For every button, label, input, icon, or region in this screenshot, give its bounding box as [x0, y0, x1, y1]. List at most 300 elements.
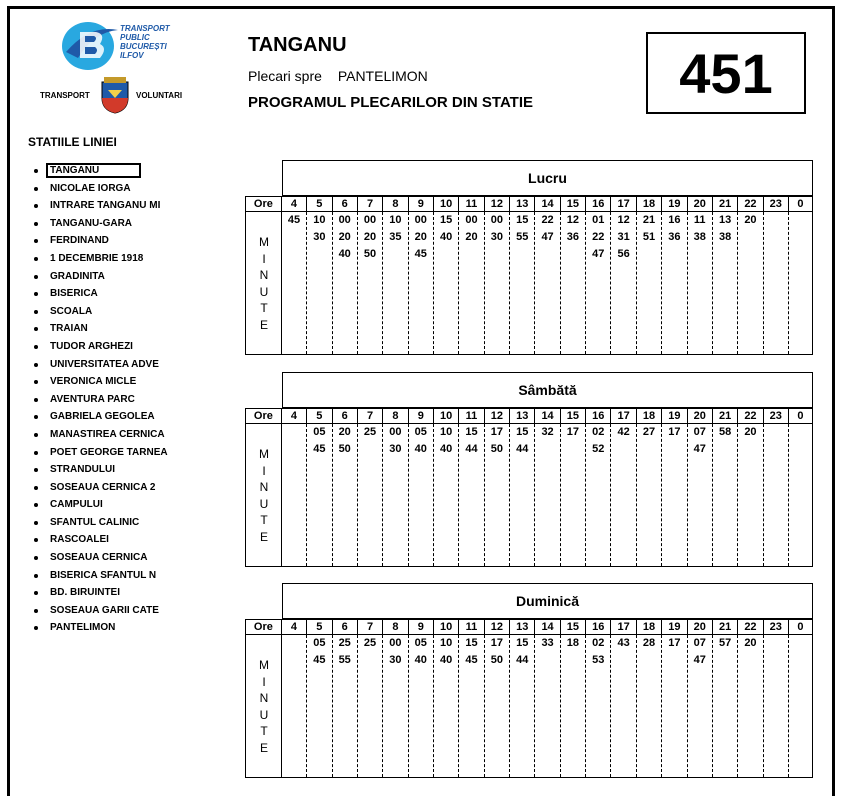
station-name: UNIVERSITATEA ADVE — [50, 358, 159, 370]
station-item — [34, 356, 168, 374]
hour-cell: 8 — [383, 620, 408, 634]
hour-cell: 23 — [764, 409, 789, 423]
minutes-col — [510, 635, 535, 777]
station-item — [34, 180, 168, 198]
minutes-label-letter: I — [262, 463, 266, 478]
departure-minute: 05 — [414, 426, 427, 438]
departure-minute: 22 — [592, 231, 605, 243]
departure-minute: 17 — [490, 637, 503, 649]
hour-cell: 5 — [307, 409, 332, 423]
minutes-area — [245, 212, 813, 355]
hour-cell: 7 — [358, 620, 383, 634]
minutes-col — [688, 212, 713, 354]
stop-title: TANGANU — [248, 34, 347, 56]
departure-minute: 20 — [338, 426, 351, 438]
departure-minute: 27 — [642, 426, 656, 438]
departure-minute: 53 — [592, 654, 605, 666]
station-item — [34, 426, 168, 444]
station-item — [34, 602, 168, 620]
station-name: TUDOR ARGHEZI — [50, 340, 133, 352]
station-name: VERONICA MICLE — [50, 376, 137, 388]
minutes-label-letter: N — [259, 691, 269, 705]
hour-cell: 5 — [307, 197, 332, 211]
departure-minute: 44 — [465, 443, 478, 455]
departure-minute: 07 — [693, 637, 706, 649]
station-item — [34, 197, 168, 215]
station-name: BISERICA — [50, 288, 98, 300]
station-name: SOSEAUA CERNICA — [50, 552, 148, 564]
departure-minute: 52 — [592, 443, 605, 455]
departure-minute: 20 — [338, 231, 351, 243]
minutes-area — [245, 635, 813, 778]
minutes-col — [409, 424, 434, 566]
departure-minute: 15 — [516, 214, 529, 226]
minutes-col — [383, 212, 408, 354]
minutes-col — [333, 635, 358, 777]
station-name: TANGANU — [46, 163, 141, 178]
station-name: BD. BIRUINTEI — [50, 587, 120, 599]
hour-cell: 18 — [637, 409, 662, 423]
station-name: BISERICA SFANTUL N — [50, 569, 157, 581]
hour-cell: 13 — [510, 197, 535, 211]
minutes-area — [245, 424, 813, 567]
departure-minute: 00 — [363, 214, 377, 226]
minutes-col — [561, 424, 586, 566]
departure-minute: 20 — [363, 231, 377, 243]
hours-label: Ore — [246, 197, 282, 211]
station-name: SFANTUL CALINIC — [50, 516, 140, 528]
station-name: 1 DECEMBRIE 1918 — [50, 252, 144, 264]
departure-minute: 17 — [566, 426, 580, 438]
stations-heading: STATIILE LINIEI — [28, 135, 117, 149]
hour-cell: 15 — [561, 620, 586, 634]
station-name: INTRARE TANGANU MI — [50, 200, 161, 212]
station-name: SOSEAUA GARII CATE — [50, 604, 159, 616]
hour-cell: 7 — [358, 197, 383, 211]
departure-minute: 50 — [338, 443, 351, 455]
minutes-col — [586, 635, 611, 777]
departure-minute: 40 — [338, 248, 351, 260]
station-item — [34, 479, 168, 497]
minutes-label-letter: U — [259, 707, 269, 722]
departure-minute: 16 — [668, 214, 681, 226]
departure-minute: 55 — [338, 654, 351, 666]
station-item — [34, 408, 168, 426]
hour-cell: 4 — [282, 409, 307, 423]
program-title: PROGRAMUL PLECARILOR DIN STATIE — [248, 94, 533, 111]
departure-minute: 58 — [718, 426, 732, 438]
departure-minute: 51 — [642, 231, 656, 243]
minutes-col — [662, 424, 687, 566]
minutes-col — [409, 212, 434, 354]
departure-minute: 00 — [414, 214, 427, 226]
departure-minute: 00 — [389, 426, 402, 438]
departure-minute: 25 — [338, 637, 351, 649]
departure-minute: 00 — [465, 214, 478, 226]
minutes-col — [333, 212, 358, 354]
minutes-col — [764, 212, 789, 354]
minutes-col — [561, 635, 586, 777]
minutes-col — [459, 212, 484, 354]
minutes-col — [713, 212, 738, 354]
minutes-col — [510, 424, 535, 566]
minutes-col — [586, 424, 611, 566]
hour-cell: 20 — [688, 620, 713, 634]
departure-minute: 30 — [313, 231, 326, 243]
departure-minute: 30 — [389, 443, 402, 455]
station-item — [34, 215, 168, 233]
hour-cell: 0 — [797, 410, 804, 422]
hours-label: Ore — [246, 620, 282, 634]
hour-cell: 15 — [561, 409, 586, 423]
departure-minute: 05 — [414, 637, 427, 649]
departure-minute: 40 — [440, 654, 453, 666]
hour-cell: 8 — [383, 197, 408, 211]
departure-minute: 00 — [389, 637, 402, 649]
station-name: MANASTIREA CERNICA — [50, 428, 165, 440]
departure-minute: 31 — [617, 231, 630, 243]
minutes-col — [789, 424, 812, 566]
station-item — [34, 338, 168, 356]
minutes-col — [535, 635, 560, 777]
departure-minute: 43 — [617, 637, 630, 649]
minutes-label-letter: M — [259, 235, 269, 249]
voluntari-crest-icon — [100, 76, 130, 114]
hour-cell: 9 — [409, 409, 434, 423]
departure-minute: 55 — [516, 231, 529, 243]
hour-cell: 21 — [713, 620, 738, 634]
hour-cell: 14 — [535, 197, 560, 211]
departure-minute: 47 — [541, 231, 554, 243]
station-name: SCOALA — [50, 305, 93, 317]
station-item — [34, 250, 168, 268]
direction-label: Plecari spre — [248, 68, 322, 84]
minutes-col — [688, 635, 713, 777]
schedule-title: Lucru — [282, 160, 813, 196]
minutes-col — [611, 635, 636, 777]
departure-minute: 07 — [693, 426, 706, 438]
minutes-col — [738, 635, 763, 777]
minutes-label-letter: T — [260, 301, 268, 315]
minutes-label-letter: T — [260, 724, 268, 738]
departure-minute: 45 — [465, 654, 478, 666]
station-name: GRADINITA — [50, 270, 105, 282]
departure-minute: 12 — [566, 214, 580, 226]
departure-minute: 25 — [363, 426, 377, 438]
minutes-col — [764, 635, 789, 777]
minutes-col — [485, 635, 510, 777]
station-item — [34, 531, 168, 549]
hour-cell: 17 — [611, 197, 636, 211]
minutes-col — [662, 212, 687, 354]
station-name: PANTELIMON — [50, 622, 116, 634]
minutes-col — [383, 424, 408, 566]
departure-minute: 17 — [668, 426, 681, 438]
minutes-col — [789, 635, 812, 777]
departure-minute: 33 — [541, 637, 554, 649]
minutes-col — [637, 424, 662, 566]
hour-cell: 4 — [282, 620, 307, 634]
minutes-col — [713, 424, 738, 566]
minutes-col — [485, 424, 510, 566]
logo-line: PUBLIC — [120, 33, 150, 42]
minutes-col — [333, 424, 358, 566]
hour-cell: 5 — [307, 620, 332, 634]
departure-minute: 56 — [617, 248, 630, 260]
direction-line — [248, 68, 428, 84]
departure-minute: 42 — [617, 426, 630, 438]
hour-cell: 14 — [535, 409, 560, 423]
hour-cell: 4 — [282, 197, 307, 211]
schedule-title: Duminică — [282, 583, 813, 619]
minutes-col — [764, 424, 789, 566]
minutes-col — [409, 635, 434, 777]
hour-cell: 22 — [738, 620, 763, 634]
minutes-col — [282, 424, 307, 566]
minutes-label-col — [246, 212, 282, 354]
voluntari-label: VOLUNTARI — [136, 91, 183, 100]
minutes-col — [383, 635, 408, 777]
departure-minute: 30 — [490, 231, 503, 243]
station-item — [34, 391, 168, 409]
station-name: GABRIELA GEGOLEA — [50, 411, 155, 423]
minutes-col — [611, 424, 636, 566]
station-item — [34, 162, 168, 180]
minutes-col — [738, 424, 763, 566]
minutes-label-letter: N — [259, 268, 269, 282]
departure-minute: 47 — [693, 443, 706, 455]
minutes-label-letter: M — [259, 658, 269, 672]
departure-minute: 10 — [313, 214, 326, 226]
departure-minute: 22 — [541, 214, 554, 226]
station-item — [34, 619, 168, 637]
minutes-col — [637, 212, 662, 354]
station-item — [34, 461, 168, 479]
minutes-col — [485, 212, 510, 354]
departure-minute: 30 — [389, 654, 402, 666]
minutes-label-letter: N — [259, 480, 269, 494]
station-item — [34, 549, 168, 567]
minutes-label-letter: E — [259, 529, 268, 544]
departure-minute: 13 — [718, 214, 732, 226]
minutes-label-col — [246, 424, 282, 566]
departure-minute: 47 — [693, 654, 706, 666]
minutes-label-letter: U — [259, 284, 269, 299]
departure-minute: 40 — [440, 231, 453, 243]
departure-minute: 35 — [389, 231, 402, 243]
departure-minute: 15 — [440, 214, 453, 226]
hours-row — [245, 619, 813, 635]
departure-minute: 15 — [465, 426, 478, 438]
logo-line: TRANSPORT — [120, 24, 170, 33]
hours-row — [245, 196, 813, 212]
departure-minute: 20 — [414, 231, 427, 243]
departure-minute: 36 — [566, 231, 580, 243]
hour-cell: 11 — [459, 620, 484, 634]
departure-minute: 17 — [668, 637, 681, 649]
departure-minute: 20 — [744, 214, 757, 226]
departure-minute: 00 — [338, 214, 351, 226]
minutes-col — [282, 635, 307, 777]
departure-minute: 17 — [490, 426, 503, 438]
station-list — [34, 162, 168, 637]
hour-cell: 21 — [713, 197, 738, 211]
departure-minute: 02 — [592, 637, 605, 649]
hour-cell: 11 — [459, 197, 484, 211]
logo-text — [120, 24, 190, 60]
schedule-title: Sâmbătă — [282, 372, 813, 408]
departure-minute: 40 — [414, 654, 427, 666]
minutes-label-letter: U — [259, 496, 269, 511]
minutes-col — [459, 424, 484, 566]
departure-minute: 12 — [617, 214, 630, 226]
hour-cell: 0 — [797, 198, 804, 210]
departure-minute: 25 — [363, 637, 377, 649]
station-item — [34, 320, 168, 338]
hour-cell: 22 — [738, 197, 763, 211]
minutes-col — [510, 212, 535, 354]
departure-minute: 50 — [363, 248, 377, 260]
departure-minute: 18 — [566, 637, 580, 649]
minutes-label-letter: M — [259, 447, 269, 461]
departure-minute: 45 — [313, 654, 326, 666]
departure-minute: 36 — [668, 231, 681, 243]
minutes-col — [459, 635, 484, 777]
route-number: 451 — [646, 32, 806, 114]
hour-cell: 12 — [485, 197, 510, 211]
minutes-col — [307, 424, 332, 566]
minutes-label-letter: E — [259, 317, 268, 332]
departure-minute: 32 — [541, 426, 554, 438]
minutes-col — [535, 424, 560, 566]
departure-minute: 20 — [465, 231, 478, 243]
hour-cell: 13 — [510, 409, 535, 423]
departure-minute: 44 — [516, 654, 529, 666]
station-item — [34, 232, 168, 250]
hour-cell: 22 — [738, 409, 763, 423]
minutes-col — [307, 635, 332, 777]
minutes-label-col — [246, 635, 282, 777]
station-name: AVENTURA PARC — [50, 393, 135, 405]
station-item — [34, 303, 168, 321]
hour-cell: 7 — [358, 409, 383, 423]
departure-minute: 50 — [490, 654, 503, 666]
hour-cell: 19 — [662, 409, 687, 423]
hour-cell: 14 — [535, 620, 560, 634]
destination: PANTELIMON — [337, 68, 428, 84]
hour-cell: 10 — [434, 197, 459, 211]
minutes-col — [434, 212, 459, 354]
minutes-col — [535, 212, 560, 354]
minutes-col — [282, 212, 307, 354]
minutes-col — [662, 635, 687, 777]
station-name: POET GEORGE TARNEA — [50, 446, 168, 458]
departure-minute: 15 — [465, 637, 478, 649]
departure-minute: 38 — [693, 231, 706, 243]
hour-cell: 6 — [333, 409, 358, 423]
minutes-col — [434, 424, 459, 566]
minutes-col — [688, 424, 713, 566]
hour-cell: 16 — [586, 197, 611, 211]
hour-cell: 11 — [459, 409, 484, 423]
hour-cell: 20 — [688, 409, 713, 423]
station-item — [34, 496, 168, 514]
hour-cell: 0 — [797, 621, 804, 633]
hour-cell: 18 — [637, 620, 662, 634]
hour-cell: 16 — [586, 409, 611, 423]
minutes-col — [738, 212, 763, 354]
minutes-col — [611, 212, 636, 354]
station-name: NICOLAE IORGA — [50, 182, 131, 194]
station-name: TRAIAN — [50, 323, 88, 335]
hour-cell: 10 — [434, 620, 459, 634]
station-name: TANGANU-GARA — [50, 217, 133, 229]
hour-cell: 20 — [688, 197, 713, 211]
departure-minute: 10 — [389, 214, 402, 226]
station-name: FERDINAND — [50, 235, 109, 247]
departure-minute: 45 — [287, 214, 301, 226]
departure-minute: 47 — [592, 248, 605, 260]
logo-line: ILFOV — [120, 51, 144, 60]
departure-minute: 02 — [592, 426, 605, 438]
station-name: CAMPULUI — [50, 499, 103, 511]
minutes-col — [637, 635, 662, 777]
hour-cell: 23 — [764, 197, 789, 211]
hour-cell: 15 — [561, 197, 586, 211]
departure-minute: 20 — [744, 637, 757, 649]
hour-cell: 9 — [409, 197, 434, 211]
hour-cell: 12 — [485, 620, 510, 634]
station-item — [34, 567, 168, 585]
hour-cell: 10 — [434, 409, 459, 423]
station-item — [34, 444, 168, 462]
minutes-col — [358, 212, 383, 354]
departure-minute: 57 — [718, 637, 732, 649]
hour-cell: 8 — [383, 409, 408, 423]
hour-cell: 6 — [333, 197, 358, 211]
hour-cell: 12 — [485, 409, 510, 423]
departure-minute: 05 — [313, 637, 326, 649]
departure-minute: 15 — [516, 637, 529, 649]
logo-line: BUCUREȘTI — [120, 42, 167, 51]
departure-minute: 15 — [516, 426, 529, 438]
hour-cell: 23 — [764, 620, 789, 634]
hours-label: Ore — [246, 409, 282, 423]
minutes-label-letter: E — [259, 740, 268, 755]
hour-cell: 13 — [510, 620, 535, 634]
minutes-col — [586, 212, 611, 354]
hour-cell: 19 — [662, 620, 687, 634]
departure-minute: 11 — [693, 214, 706, 226]
departure-minute: 45 — [414, 248, 427, 260]
minutes-col — [358, 635, 383, 777]
hour-cell: 6 — [333, 620, 358, 634]
departure-minute: 01 — [592, 214, 605, 226]
hour-cell: 21 — [713, 409, 738, 423]
station-name: STRANDULUI — [50, 464, 115, 476]
station-item — [34, 514, 168, 532]
minutes-col — [358, 424, 383, 566]
departure-minute: 38 — [718, 231, 732, 243]
station-name: RASCOALEI — [50, 534, 109, 546]
departure-minute: 50 — [490, 443, 503, 455]
departure-minute: 10 — [440, 637, 453, 649]
station-item — [34, 268, 168, 286]
station-item — [34, 285, 168, 303]
transport-label: TRANSPORT — [40, 91, 90, 100]
minutes-col — [434, 635, 459, 777]
hour-cell: 16 — [586, 620, 611, 634]
